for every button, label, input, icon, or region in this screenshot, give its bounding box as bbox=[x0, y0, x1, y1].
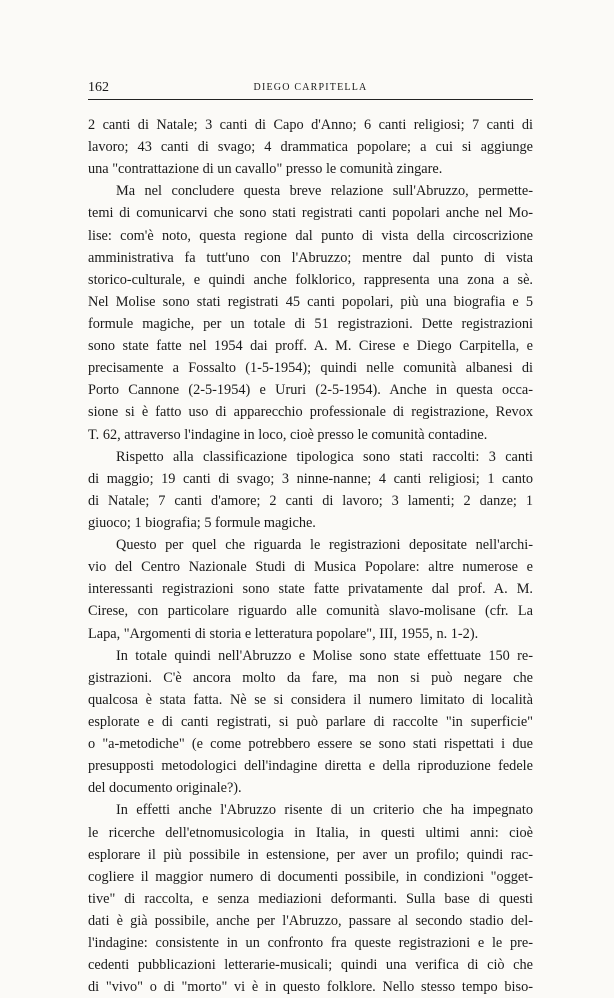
text-line: qualcosa è stata fatta. Nè se si considera il numero limitato di località bbox=[88, 691, 533, 708]
text-line: giuoco; 1 biografia; 5 formule magiche. bbox=[88, 514, 316, 531]
text-line: In effetti anche l'Abruzzo risente di un criterio che ha impegnato bbox=[116, 802, 533, 819]
text-line: le ricerche dell'etnomusicologia in Italia, in questi ultimi anni: cioè bbox=[88, 824, 533, 841]
text-line: dati è già possibile, anche per l'Abruzzo, passare al secondo stadio del- bbox=[88, 912, 533, 929]
running-title: DIEGO CARPITELLA bbox=[253, 82, 368, 93]
text-line: temi di comunicarvi che sono stati registrati canti popolari anche nel Mo- bbox=[88, 205, 533, 222]
text-line: In totale quindi nell'Abruzzo e Molise sono state effettuate 150 re- bbox=[116, 647, 533, 664]
text-line: sione si è fatto uso di apparecchio professionale di registrazione, Revox bbox=[88, 404, 533, 421]
text-line: l'indagine: consistente in un confronto fra queste registrazioni e le pre- bbox=[88, 935, 533, 952]
text-line: lise: com'è noto, questa regione dal punto di vista della circoscrizione bbox=[88, 227, 533, 244]
page-number: 162 bbox=[88, 80, 109, 95]
text-line: tive" di raccolta, e senza mediazioni deformanti. Sulla base di questi bbox=[88, 890, 533, 907]
text-line: presupposti metodologici dell'indagine diretta e della riproduzione fedele bbox=[88, 758, 533, 775]
text-line: gistrazioni. C'è ancora molto da fare, ma non si può negare che bbox=[88, 669, 533, 686]
text-line: di maggio; 19 canti di svago; 3 ninne-nanne; 4 canti religiosi; 1 canto bbox=[88, 470, 533, 487]
text-line: Rispetto alla classificazione tipologica sono stati raccolti: 3 canti bbox=[116, 448, 533, 465]
text-line: sono state fatte nel 1954 dai proff. A. M. Cirese e Diego Carpitella, e bbox=[88, 338, 533, 355]
text-line: lavoro; 43 canti di svago; 4 drammatica popolare; a cui si aggiunge bbox=[88, 139, 533, 156]
text-line: vio del Centro Nazionale Studi di Musica Popolare: altre numerose e bbox=[88, 559, 533, 576]
text-line: una "contrattazione di un cavallo" presso le comunità zingare. bbox=[88, 161, 443, 178]
text-line: cedenti pubblicazioni letterarie-musicali; quindi una verifica di ciò che bbox=[88, 957, 533, 974]
text-line: Ma nel concludere questa breve relazione sull'Abruzzo, permette- bbox=[116, 183, 533, 200]
text-line: 2 canti di Natale; 3 canti di Capo d'Anno; 6 canti religiosi; 7 canti di bbox=[88, 117, 533, 133]
text-line: Lapa, "Argomenti di storia e letteratura popolare", III, 1955, n. 1-2). bbox=[88, 625, 479, 642]
text-line: Questo per quel che riguarda le registrazioni depositate nell'archi- bbox=[116, 537, 533, 554]
text-line: interessanti registrazioni sono state fatte privatamente dal prof. A. M. bbox=[88, 581, 533, 598]
text-line: T. 62, attraverso l'indagine in loco, cioè presso le comunità contadine. bbox=[88, 426, 488, 443]
text-line: storico-culturale, e quindi anche folklorico, rappresenta una zona a sè. bbox=[88, 271, 533, 288]
text-line: di "vivo" o di "morto" vi è in questo folklore. Nello stesso tempo biso- bbox=[88, 979, 533, 996]
text-line: cogliere il maggior numero di documenti possibile, in condizioni "ogget- bbox=[88, 868, 533, 885]
text-line: esplorate e di canti registrati, si può parlare di raccolte "in superficie" bbox=[88, 713, 533, 730]
text-line: Cirese, con particolare riguardo alle comunità slavo-molisane (cfr. La bbox=[88, 603, 533, 620]
text-line: amministrativa fa tutt'uno con l'Abruzzo; mentre dal punto di vista bbox=[88, 249, 533, 266]
text-line: Nel Molise sono stati registrati 45 canti popolari, più una biografia e 5 bbox=[88, 293, 533, 310]
page-header bbox=[88, 79, 533, 100]
body-text bbox=[88, 114, 533, 998]
text-line: di Natale; 7 canti d'amore; 2 canti di lavoro; 3 lamenti; 2 danze; 1 bbox=[88, 492, 533, 509]
text-line: del documento originale?). bbox=[88, 780, 242, 797]
text-line: esplorare il più possibile in estensione, per aver un profilo; quindi rac- bbox=[88, 846, 533, 863]
text-line: formule magiche, per un totale di 51 registrazioni. Dette registrazioni bbox=[88, 315, 533, 332]
text-line: precisamente a Fossalto (1-5-1954); quindi nelle comunità albanesi di bbox=[88, 360, 533, 377]
text-line: o "a-metodiche" (e come potrebbero essere se sono stati rispettati i due bbox=[88, 736, 533, 753]
text-line: Porto Cannone (2-5-1954) e Ururi (2-5-1954). Anche in questa occa- bbox=[88, 382, 533, 399]
